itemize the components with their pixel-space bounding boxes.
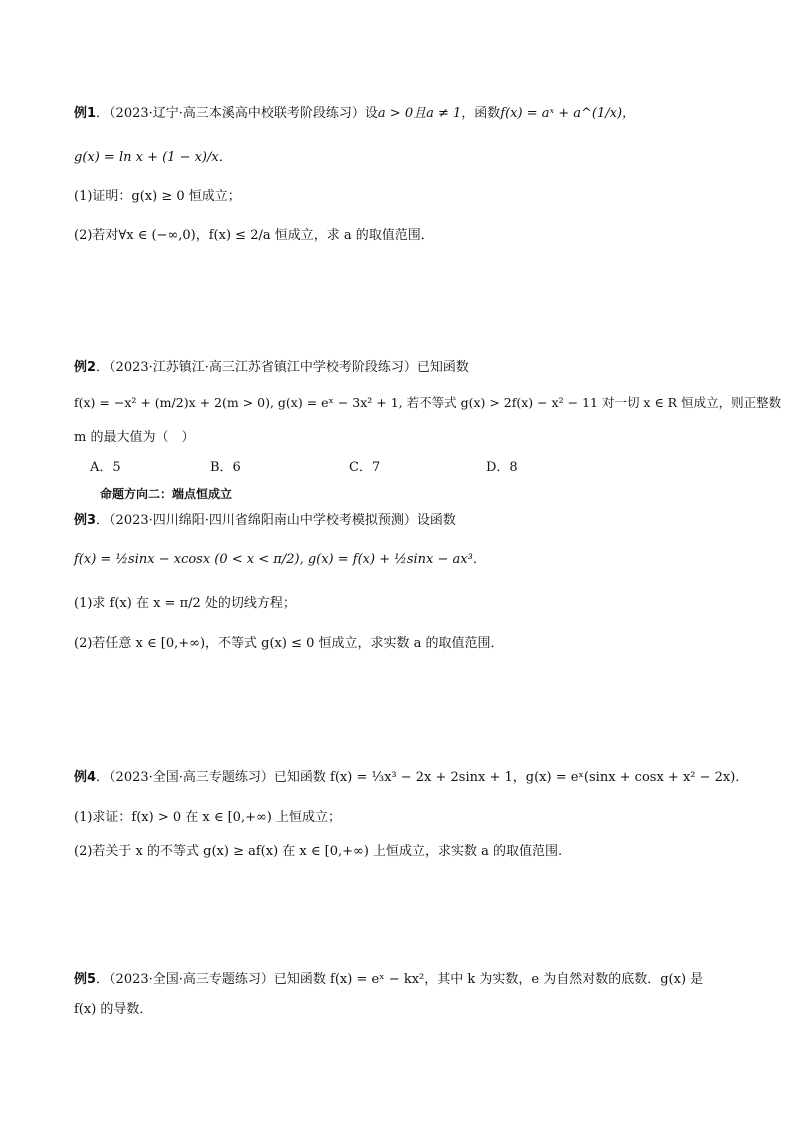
part-1: (1)求 f(x) 在 x = π/2 处的切线方程； — [74, 596, 296, 611]
option-b: B．6 — [210, 460, 241, 475]
formula-g: g(x) = ln x + (1 − x)/x． — [74, 150, 232, 165]
example-label: 例1 — [74, 106, 97, 121]
option-a: A．5 — [90, 460, 121, 475]
example-2-intro — [74, 358, 469, 378]
formula-f: f(x) = aˣ + a^(1/x)， — [500, 106, 636, 121]
example-label: 例5 — [74, 972, 97, 987]
section-heading: 命题方向二：端点恒成立 — [100, 487, 233, 501]
option-c: C．7 — [349, 460, 381, 475]
question-line: m 的最大值为（ ） — [74, 430, 195, 445]
example-source: ．（2023·江苏镇江·高三江苏省镇江中学校考阶段练习）已知函数 — [96, 360, 469, 375]
example-label: 例3 — [74, 513, 97, 528]
part-2: (2)若任意 x ∈ [0,+∞)，不等式 g(x) ≤ 0 恒成立，求实数 a 的取值范围． — [74, 636, 504, 651]
condition: a > 0且a ≠ 1 — [377, 106, 462, 121]
part-2: (2)若对∀x ∈ (−∞,0)，f(x) ≤ 2/a 恒成立，求 a 的取值范围． — [74, 228, 434, 243]
example-label: 例2 — [74, 360, 97, 375]
example-5-intro — [74, 970, 703, 990]
example-1-intro — [74, 104, 635, 124]
example-text: ，函数 — [461, 106, 501, 121]
example-source: ．（2023·四川绵阳·四川省绵阳南山中学校考模拟预测）设函数 — [96, 513, 456, 528]
example-label: 例4 — [74, 770, 97, 785]
example-3-intro — [74, 511, 456, 531]
part-1: (1)证明：g(x) ≥ 0 恒成立； — [74, 189, 241, 204]
example-4-intro — [74, 768, 748, 788]
example-source: ．（2023·全国·高三专题练习）已知函数 f(x) = ⅓x³ − 2x + 2sinx + 1，g(x) = eˣ(sinx + cosx + x² − 2x)． — [96, 770, 749, 785]
example-source: ．（2023·辽宁·高三本溪高中校联考阶段练习）设 — [96, 106, 378, 121]
formula-line: f(x) = −x² + (m/2)x + 2(m > 0), g(x) = eˣ − 3x² + 1, 若不等式 g(x) > 2f(x) − x² − 11 对一切 x ∈ R 恒成立，则正整数 — [74, 395, 782, 410]
part-2: (2)若关于 x 的不等式 g(x) ≥ af(x) 在 x ∈ [0,+∞) 上恒成立，求实数 a 的取值范围. — [74, 844, 563, 859]
example-source: ．（2023·全国·高三专题练习）已知函数 f(x) = eˣ − kx²，其中 k 为实数，e 为自然对数的底数．g(x) 是 — [96, 972, 704, 987]
option-d: D．8 — [486, 460, 518, 475]
formula-line: f(x) = ½sinx − xcosx (0 < x < π/2), g(x) = f(x) + ½sinx − ax³． — [74, 552, 486, 567]
part-1: (1)求证：f(x) > 0 在 x ∈ [0,+∞) 上恒成立； — [74, 810, 342, 825]
continuation-line: f(x) 的导数． — [74, 1002, 153, 1017]
